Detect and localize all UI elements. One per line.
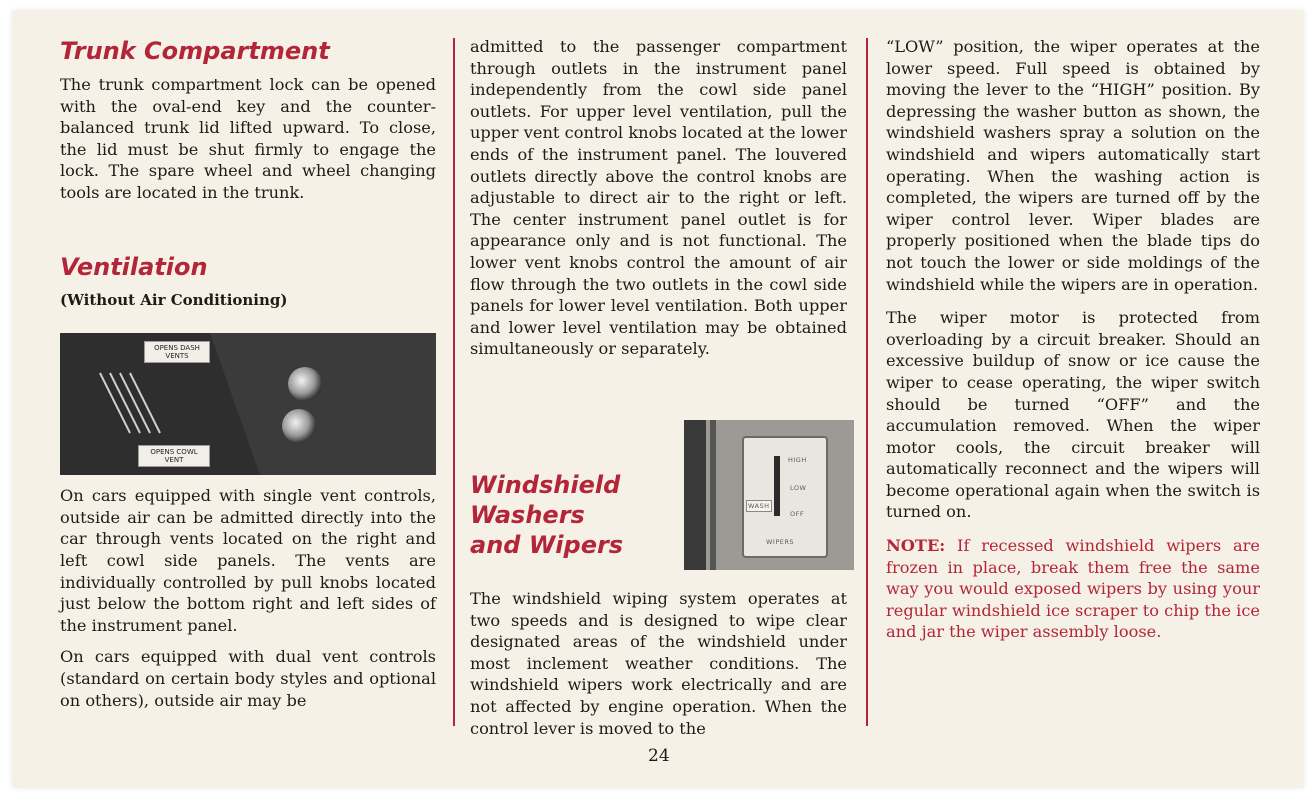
switch-wash-label: WASH <box>748 502 770 510</box>
wipers-heading-line2: Washers <box>470 501 585 529</box>
switch-off-label: OFF <box>790 510 805 518</box>
ventilation-subtitle: (Without Air Conditioning) <box>60 290 288 309</box>
wipers-heading <box>470 470 670 560</box>
note-paragraph <box>886 535 1260 643</box>
manual-page <box>12 10 1304 788</box>
trunk-paragraph: The trunk compartment lock can be opened with the oval-end key and the counter-balanced trunk lid lifted upward. To close, the lid must be shut firmly to engage the lock. The spare wheel and wheel changing tools are located in the trunk. <box>60 75 436 202</box>
dual-vent-paragraph: On cars equipped with dual vent controls (standard on certain body styles and optional on others), outside air may be <box>60 647 436 710</box>
circuit-breaker-paragraph: The wiper motor is protected from overloading by a circuit breaker. Should an excessive buildup of snow or ice cause the wiper to cease operating, the wiper switch should be turned “OFF” and the accumulation removed. When the wiper motor cools, the circuit breaker will automatically reconnect and the wipers will become operational again when the switch is turned on. <box>886 308 1260 522</box>
switch-low-label: LOW <box>790 484 807 492</box>
upper-vent-knob <box>288 367 322 401</box>
ventilation-heading: Ventilation <box>60 252 208 281</box>
label-opens-cowl-vent: OPENS COWL VENT <box>138 445 210 467</box>
column-divider-right <box>866 38 868 726</box>
column-3 <box>886 36 1260 643</box>
single-vent-paragraph: On cars equipped with single vent controls, outside air can be admitted directly into the car through vents located on the right and left cowl side panels. The vents are individually controlled by pull knobs located just below the bottom right and left sides of the instrument panel. <box>60 486 436 635</box>
note-text: If recessed windshield wipers are frozen in place, break them free the same way you would exposed wipers by using your regular windshield ice scraper to chip the ice and jar the wiper assembly loose. <box>886 536 1260 642</box>
column-2 <box>470 36 847 736</box>
wiper-speed-paragraph: “LOW” position, the wiper operates at the lower speed. Full speed is obtained by moving the lever to the “HIGH” position. By depressing the washer button as shown, the windshield washers spray a solution on the windshield and wipers automatically start operating. When the washing action is completed, the wipers are turned off by the wiper control lever. Wiper blades are properly positioned when the blade tips do not touch the lower or side moldings of the windshield while the wipers are in operation. <box>886 37 1260 294</box>
note-label: NOTE: <box>886 536 946 556</box>
column-divider-left <box>453 38 455 726</box>
label-opens-dash-vents: OPENS DASH VENTS <box>144 341 210 363</box>
wipers-heading-line1: Windshield <box>470 471 621 499</box>
page-number: 24 <box>648 746 670 766</box>
lower-vent-knob <box>282 409 316 443</box>
wiper-system-paragraph: The windshield wiping system operates at two speeds and is designed to wipe clear designated areas of the windshield under most inclement weather conditions. The windshield wipers work electrically and are not affected by engine operation. When the control lever is moved to the <box>470 589 847 738</box>
wiper-switch-photo <box>684 420 854 570</box>
wiper-lever <box>774 456 780 516</box>
switch-wipers-label: WIPERS <box>766 538 795 546</box>
column-1 <box>60 36 436 711</box>
trunk-heading: Trunk Compartment <box>60 37 330 65</box>
switch-high-label: HIGH <box>788 456 807 464</box>
ventilation-continued-paragraph: admitted to the passenger compartment through outlets in the instrument panel independently from the cowl side panel outlets. For upper level ventilation, pull the upper vent control knobs located at the lower ends of the instrument panel. The louvered outlets directly above the control knobs are adjustable to direct air to the right or left. The center instrument panel outlet is for appearance only and is not functional. The lower vent knobs control the amount of air flow through the two outlets in the cowl side panels for lower level ventilation. Both upper and lower level ventilation may be obtained simultaneously or separately. <box>470 37 847 359</box>
wipers-heading-line3: and Wipers <box>470 531 624 559</box>
vent-photo-background <box>60 333 436 475</box>
vent-knobs-photo <box>60 333 436 475</box>
wiper-switch-plate <box>742 436 828 558</box>
